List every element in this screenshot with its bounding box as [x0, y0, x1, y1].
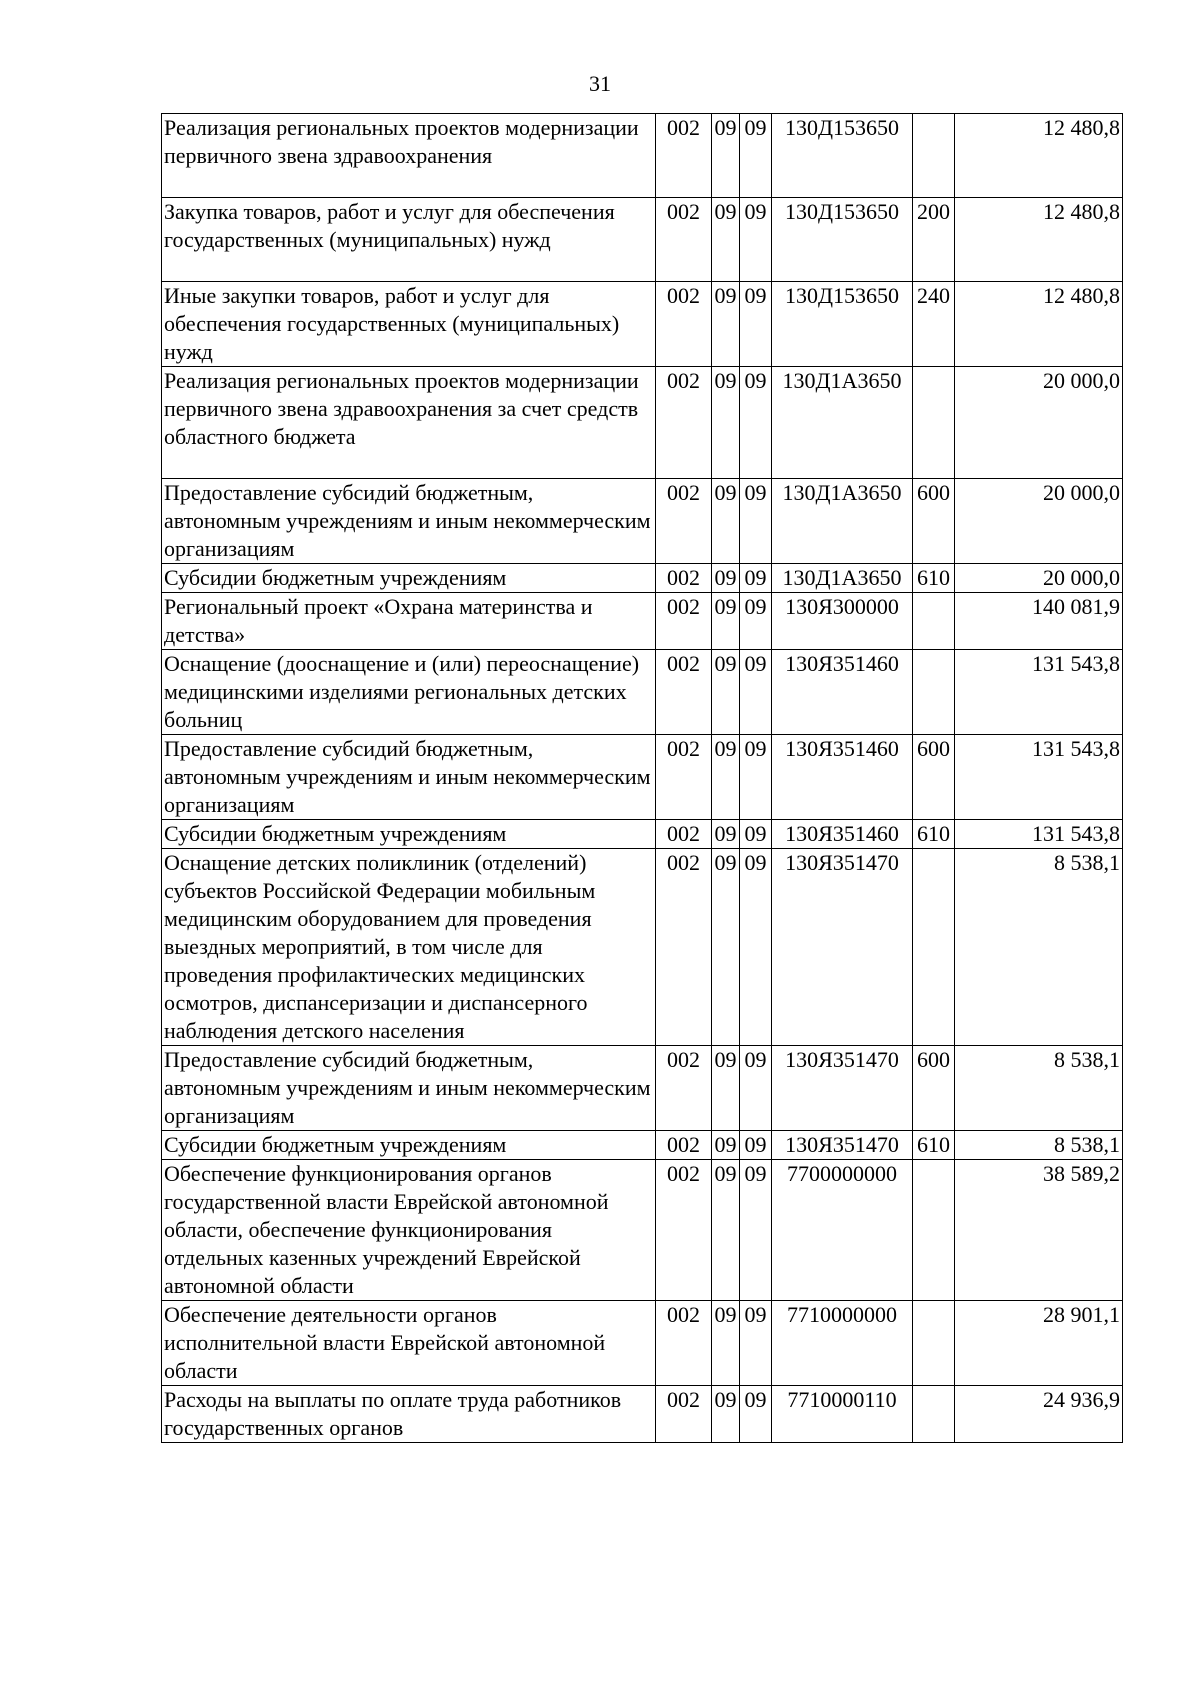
row-code: 002 — [656, 1386, 712, 1443]
table-row — [162, 735, 1123, 820]
row-amount: 131 543,8 — [955, 820, 1123, 849]
row-subsection: 09 — [740, 1301, 772, 1386]
row-target: 130Д1А3650 — [772, 367, 913, 479]
row-amount: 131 543,8 — [955, 650, 1123, 735]
table-row — [162, 564, 1123, 593]
row-code: 002 — [656, 820, 712, 849]
row-section: 09 — [712, 1160, 740, 1301]
row-name: Субсидии бюджетным учреждениям — [162, 1131, 656, 1160]
row-type — [913, 1301, 955, 1386]
row-section: 09 — [712, 820, 740, 849]
table-row — [162, 367, 1123, 479]
row-target: 130Я351470 — [772, 1046, 913, 1131]
table-row — [162, 282, 1123, 367]
row-target: 130Я300000 — [772, 593, 913, 650]
row-type: 610 — [913, 820, 955, 849]
row-code: 002 — [656, 198, 712, 282]
row-target: 130Д153650 — [772, 114, 913, 198]
row-subsection: 09 — [740, 1131, 772, 1160]
row-subsection: 09 — [740, 198, 772, 282]
row-amount: 12 480,8 — [955, 114, 1123, 198]
row-name: Предоставление субсидий бюджетным, автономным учреждениям и иным некоммерческим организациям — [162, 479, 656, 564]
row-section: 09 — [712, 593, 740, 650]
page-number: 31 — [589, 71, 611, 96]
row-name: Реализация региональных проектов модернизации первичного звена здравоохранения за счет средств областного бюджета — [162, 367, 656, 479]
row-target: 130Я351460 — [772, 820, 913, 849]
row-target: 7710000110 — [772, 1386, 913, 1443]
row-target: 130Я351470 — [772, 849, 913, 1046]
row-name: Расходы на выплаты по оплате труда работников государственных органов — [162, 1386, 656, 1443]
row-amount: 140 081,9 — [955, 593, 1123, 650]
row-subsection: 09 — [740, 282, 772, 367]
row-name: Обеспечение деятельности органов исполнительной власти Еврейской автономной области — [162, 1301, 656, 1386]
row-subsection: 09 — [740, 1160, 772, 1301]
row-name: Субсидии бюджетным учреждениям — [162, 820, 656, 849]
row-amount: 8 538,1 — [955, 1046, 1123, 1131]
row-code: 002 — [656, 593, 712, 650]
row-code: 002 — [656, 367, 712, 479]
row-type — [913, 593, 955, 650]
row-code: 002 — [656, 479, 712, 564]
row-subsection: 09 — [740, 479, 772, 564]
table-row — [162, 1046, 1123, 1131]
row-section: 09 — [712, 650, 740, 735]
row-type — [913, 650, 955, 735]
row-target: 7710000000 — [772, 1301, 913, 1386]
row-type — [913, 1160, 955, 1301]
table-row — [162, 849, 1123, 1046]
table-body — [162, 114, 1123, 1443]
row-name: Предоставление субсидий бюджетным, автономным учреждениям и иным некоммерческим организациям — [162, 735, 656, 820]
row-section: 09 — [712, 1046, 740, 1131]
row-section: 09 — [712, 849, 740, 1046]
row-target: 130Я351470 — [772, 1131, 913, 1160]
row-subsection: 09 — [740, 114, 772, 198]
row-code: 002 — [656, 735, 712, 820]
table-row — [162, 198, 1123, 282]
row-target: 130Д153650 — [772, 198, 913, 282]
table-row — [162, 1301, 1123, 1386]
row-name: Оснащение детских поликлиник (отделений) субъектов Российской Федерации мобильным медицинским оборудованием для проведения выездных мероприятий, в том числе для проведения профилактических медицинских осмотров, диспансеризации и диспансерного наблюдения детского населения — [162, 849, 656, 1046]
row-type: 610 — [913, 1131, 955, 1160]
row-subsection: 09 — [740, 820, 772, 849]
row-name: Закупка товаров, работ и услуг для обеспечения государственных (муниципальных) нужд — [162, 198, 656, 282]
row-type: 610 — [913, 564, 955, 593]
row-subsection: 09 — [740, 593, 772, 650]
row-target: 130Д1А3650 — [772, 479, 913, 564]
row-type: 600 — [913, 479, 955, 564]
table-row — [162, 1160, 1123, 1301]
row-section: 09 — [712, 282, 740, 367]
row-section: 09 — [712, 735, 740, 820]
row-subsection: 09 — [740, 1386, 772, 1443]
row-amount: 20 000,0 — [955, 367, 1123, 479]
table-row — [162, 1386, 1123, 1443]
row-type — [913, 849, 955, 1046]
row-code: 002 — [656, 1160, 712, 1301]
row-type — [913, 114, 955, 198]
row-amount: 12 480,8 — [955, 282, 1123, 367]
row-target: 7700000000 — [772, 1160, 913, 1301]
row-code: 002 — [656, 564, 712, 593]
row-amount: 24 936,9 — [955, 1386, 1123, 1443]
row-section: 09 — [712, 564, 740, 593]
row-subsection: 09 — [740, 367, 772, 479]
row-code: 002 — [656, 1131, 712, 1160]
row-target: 130Я351460 — [772, 650, 913, 735]
row-type: 600 — [913, 735, 955, 820]
row-name: Реализация региональных проектов модернизации первичного звена здравоохранения — [162, 114, 656, 198]
row-amount: 28 901,1 — [955, 1301, 1123, 1386]
row-section: 09 — [712, 114, 740, 198]
row-subsection: 09 — [740, 849, 772, 1046]
row-code: 002 — [656, 1301, 712, 1386]
row-subsection: 09 — [740, 735, 772, 820]
table-row — [162, 820, 1123, 849]
row-target: 130Я351460 — [772, 735, 913, 820]
row-amount: 20 000,0 — [955, 479, 1123, 564]
row-subsection: 09 — [740, 1046, 772, 1131]
row-type: 200 — [913, 198, 955, 282]
row-name: Региональный проект «Охрана материнства и детства» — [162, 593, 656, 650]
row-section: 09 — [712, 479, 740, 564]
row-name: Субсидии бюджетным учреждениям — [162, 564, 656, 593]
row-section: 09 — [712, 1386, 740, 1443]
row-amount: 131 543,8 — [955, 735, 1123, 820]
row-type: 240 — [913, 282, 955, 367]
row-section: 09 — [712, 1301, 740, 1386]
row-type — [913, 1386, 955, 1443]
row-amount: 20 000,0 — [955, 564, 1123, 593]
row-name: Оснащение (дооснащение и (или) переоснащение) медицинскими изделиями региональных детских больниц — [162, 650, 656, 735]
table-row — [162, 650, 1123, 735]
row-amount: 8 538,1 — [955, 849, 1123, 1046]
row-section: 09 — [712, 367, 740, 479]
row-section: 09 — [712, 1131, 740, 1160]
table-row — [162, 593, 1123, 650]
row-target: 130Д153650 — [772, 282, 913, 367]
row-code: 002 — [656, 849, 712, 1046]
row-name: Предоставление субсидий бюджетным, автономным учреждениям и иным некоммерческим организациям — [162, 1046, 656, 1131]
row-subsection: 09 — [740, 650, 772, 735]
row-amount: 38 589,2 — [955, 1160, 1123, 1301]
row-name: Иные закупки товаров, работ и услуг для обеспечения государственных (муниципальных) нужд — [162, 282, 656, 367]
row-type: 600 — [913, 1046, 955, 1131]
table-row — [162, 479, 1123, 564]
row-amount: 12 480,8 — [955, 198, 1123, 282]
budget-table — [161, 113, 1123, 1443]
row-section: 09 — [712, 198, 740, 282]
row-type — [913, 367, 955, 479]
table-row — [162, 1131, 1123, 1160]
row-amount: 8 538,1 — [955, 1131, 1123, 1160]
row-code: 002 — [656, 1046, 712, 1131]
row-subsection: 09 — [740, 564, 772, 593]
row-code: 002 — [656, 650, 712, 735]
row-name: Обеспечение функционирования органов государственной власти Еврейской автономной области, обеспечение функционирования отдельных казенных учреждений Еврейской автономной области — [162, 1160, 656, 1301]
row-target: 130Д1А3650 — [772, 564, 913, 593]
row-code: 002 — [656, 114, 712, 198]
table-row — [162, 114, 1123, 198]
row-code: 002 — [656, 282, 712, 367]
